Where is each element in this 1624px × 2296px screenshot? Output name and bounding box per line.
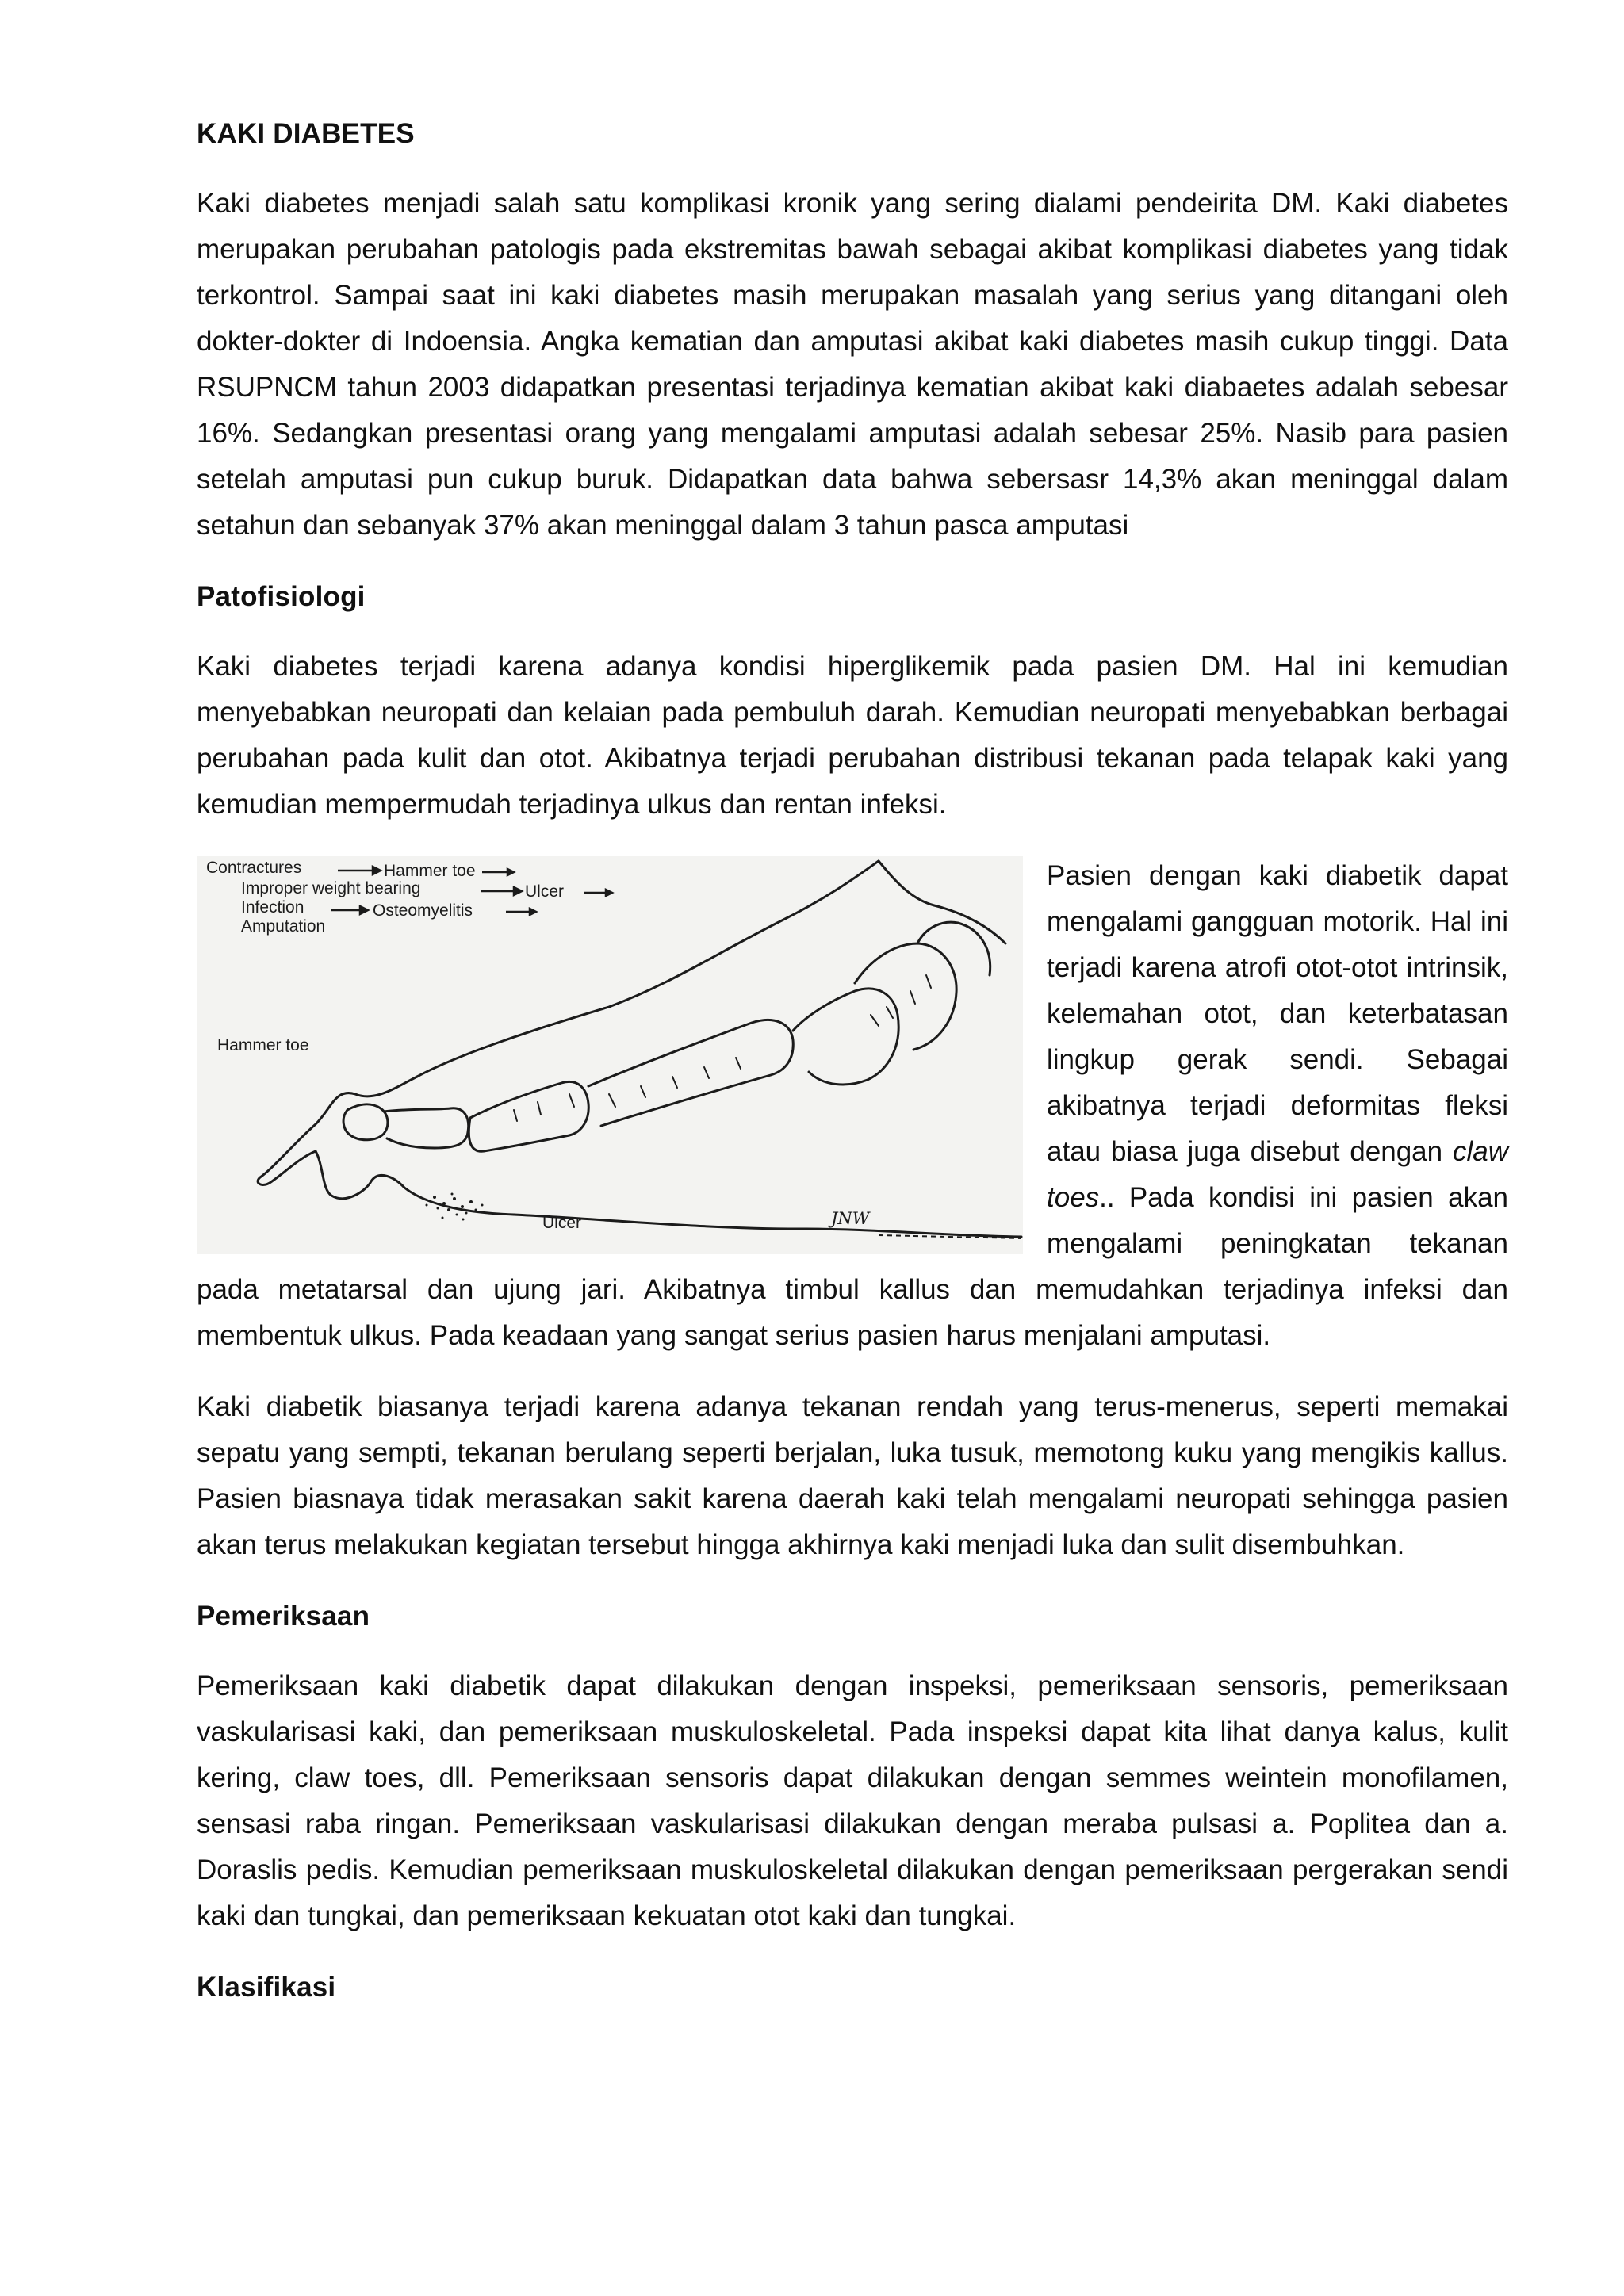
label-improper-weight: Improper weight bearing [241,879,421,897]
heading-klasifikasi: Klasifikasi [197,1972,336,2003]
label-hammer-toe-2: Hammer toe [217,1036,309,1054]
label-contractures: Contractures [206,859,302,877]
pemeriksaan-paragraph: Pemeriksaan kaki diabetik dapat dilakukan dengan inspeksi, pemeriksaan sensoris, pemeriksaan vaskularisasi kaki, dan pemeriksaan muskuloskeletal. Pada inspeksi dapat kita lihat danya kalus, kulit kering, claw toes, dll. Pemeriksaan sensoris dapat dilakukan dengan semmes weintein monofilamen, sensasi raba ringan. Pemeriksaan vaskularisasi dilakukan dengan meraba pulsasi a. Poplitea dan a. Doraslis pedis. Kemudian pemeriksaan muskuloskeletal dilakukan dengan pemeriksaan pergerakan sendi kaki dan tungkai, dan pemeriksaan kekuatan otot kaki dan tungkai. [197,1670,1508,1931]
artist-signature: JNW [831,1209,870,1228]
claw-toes-text-before: Pasien dengan kaki diabetik dapat mengalami gangguan motorik. Hal ini terjadi karena atrofi otot-otot intrinsik, kelemahan otot, dan keterbatasan lingkup gerak sendi. Sebagai akibatnya terjadi deformitas fleksi atau biasa juga disebut dengan [1047,860,1508,1167]
label-amputation: Amputation [241,917,326,936]
patofisiologi-paragraph-3: Kaki diabetik biasanya terjadi karena adanya tekanan rendah yang terus-menerus, seperti memakai sepatu yang sempti, tekanan berulang seperti berjalan, luka tusuk, memotong kuku yang mengikis kallus. Pasien biasnaya tidak merasakan sakit karena daerah kaki telah mengalami neuropati sehingga pasien akan terus melakukan kegiatan tersebut hingga akhirnya kaki menjadi luka dan sulit disembuhkan. [197,1391,1508,1560]
heading-pemeriksaan: Pemeriksaan [197,1601,370,1632]
claw-toes-term: claw toes [1047,1136,1508,1213]
label-ulcer-1: Ulcer [525,882,565,901]
figure-text-wrap [197,853,1508,1384]
patofisiologi-paragraph-1: Kaki diabetes terjadi karena adanya kondisi hiperglikemik pada pasien DM. Hal ini kemudian menyebabkan neuropati dan kelaian pada pembuluh darah. Kemudian neuropati menyebabkan berbagai perubahan pada kulit dan otot. Akibatnya terjadi perubahan distribusi tekanan pada telapak kaki yang kemudian mempermudah terjadinya ulkus dan rentan infeksi. [197,651,1508,820]
document-title: KAKI DIABETES [197,118,415,149]
label-infection: Infection [241,898,304,916]
label-hammer-toe-1: Hammer toe [384,862,476,880]
document-page [197,111,1508,2034]
foot-illustration [197,856,1023,1254]
label-osteomyelitis: Osteomyelitis [373,901,473,920]
label-ulcer-2: Ulcer [542,1214,582,1232]
hammer-toe-figure [197,856,1023,1254]
claw-toes-text-after: .. Pada kondisi ini pasien akan mengalami peningkatan tekanan pada metatarsal dan ujung jari. Akibatnya timbul kallus dan memudahkan terjadinya infeksi dan membentuk ulkus. Pada keadaan yang sangat serius pasien harus menjalani amputasi. [197,1182,1508,1351]
heading-patofisiologi: Patofisiologi [197,581,366,612]
intro-paragraph: Kaki diabetes menjadi salah satu komplikasi kronik yang sering dialami pendeirita DM. Kaki diabetes merupakan perubahan patologis pada ekstremitas bawah sebagai akibat komplikasi diabetes yang tidak terkontrol. Sampai saat ini kaki diabetes masih merupakan masalah yang serius yang ditangani oleh dokter-dokter di Indoensia. Angka kematian dan amputasi akibat kaki diabetes masih cukup tinggi. Data RSUPNCM tahun 2003 didapatkan presentasi terjadinya kematian akibat kaki diabaetes adalah sebesar 16%. Sedangkan presentasi orang yang mengalami amputasi adalah sebesar 25%. Nasib para pasien setelah amputasi pun cukup buruk. Didapatkan data bahwa sebersasr 14,3% akan meninggal dalam setahun dan sebanyak 37% akan meninggal dalam 3 tahun pasca amputasi [197,188,1508,541]
